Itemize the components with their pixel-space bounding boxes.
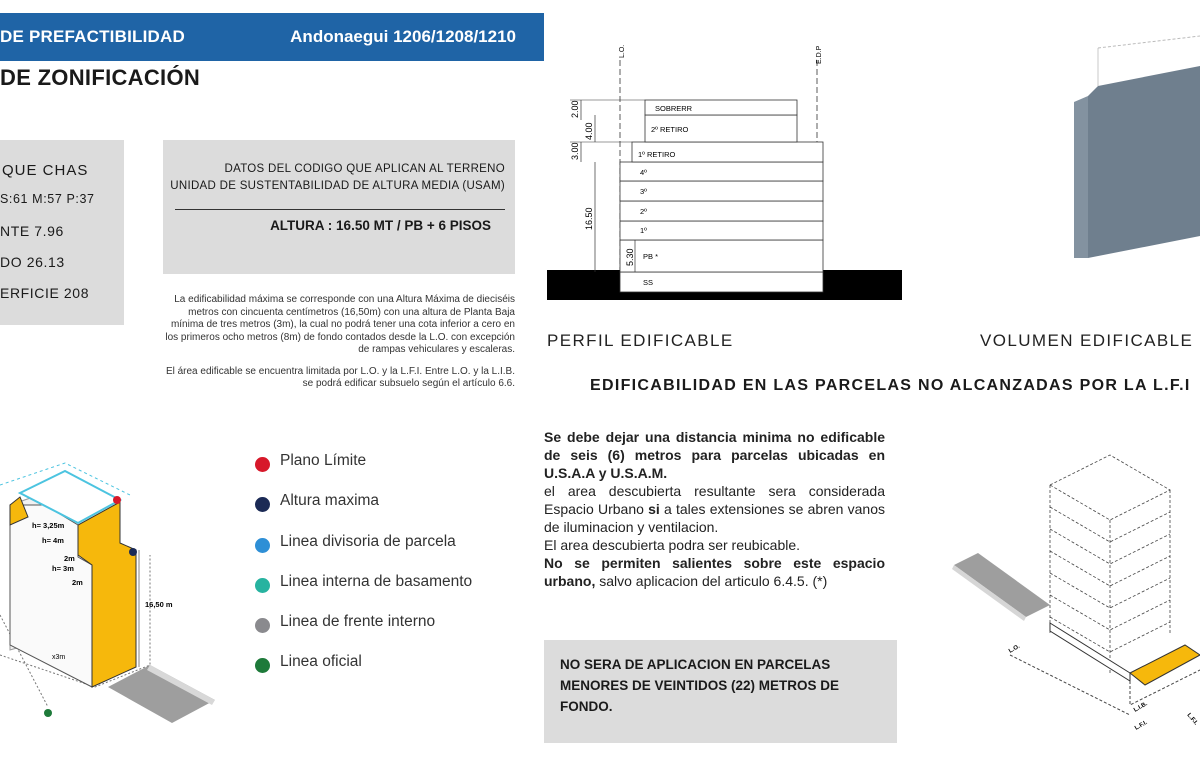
volumen-caption: VOLUMEN EDIFICABLE — [980, 331, 1194, 350]
dim-label: 16.50 — [584, 207, 594, 230]
note-text: NO SERA DE APLICACION EN PARCELAS MENORES DE VEINTIDOS (22) METROS DE FONDO. — [560, 657, 840, 714]
code-line-1: DATOS DEL CODIGO QUE APLICAN AL TERRENO — [224, 163, 505, 175]
legend-label: Linea de frente interno — [280, 613, 436, 630]
rule-text-2: El area descubierta podra ser reubicable. — [544, 537, 801, 553]
divider — [175, 209, 505, 210]
perfil-caption: PERFIL EDIFICABLE — [547, 331, 734, 350]
floor-label: 2º RETIRO — [651, 125, 689, 134]
linea-oficial-marker — [44, 709, 52, 717]
floor-label: 2º — [640, 207, 647, 216]
parcel-line: ERFICIE 208 — [0, 285, 90, 301]
dim-label: 5.30 — [625, 248, 635, 266]
rule-text-a: el area descubierta resultante sera considerada Espacio Urbano — [544, 483, 885, 517]
perfil-edificable-diagram — [545, 40, 915, 310]
volumen-edificable-diagram — [1060, 30, 1200, 270]
floor-3 — [620, 181, 823, 201]
lib-label: L.I.B. — [1133, 701, 1149, 714]
rule-bold-2: No se permiten salientes sobre este espacio urbano, — [544, 555, 885, 589]
parcel-isometric-diagram — [950, 445, 1200, 745]
lo-label: L.O. — [619, 44, 626, 58]
label: x3m — [52, 654, 66, 661]
parcel-line: S:61 M:57 P:37 — [0, 192, 95, 206]
legend-label: Linea oficial — [280, 653, 362, 670]
plano-limite-marker — [113, 496, 121, 504]
volume-side — [1074, 96, 1088, 258]
floor-1 — [620, 221, 823, 240]
rule-paragraph — [544, 482, 885, 536]
dim-label: 4.00 — [584, 122, 594, 140]
outline — [1098, 36, 1200, 48]
lfi-label: L.F.I. — [1134, 719, 1149, 732]
legend-label: Linea interna de basamento — [280, 573, 473, 590]
altura-maxima-marker — [129, 548, 137, 556]
lfi-label: L.F.I. — [1185, 712, 1199, 727]
floor-label: SS — [643, 278, 654, 287]
note-box — [544, 640, 897, 743]
code-data-box — [163, 140, 515, 274]
paragraph: La edificabilidad máxima se corresponde con una Altura Máxima de dieciséis metros con cincuenta centímetros (16,50m) con una altura de Planta Baja mínima de tres metros (3m), la cual no podrá tener una cota inferior a cero en los primeros ocho metros (8m) de fondo contados desde la L.O. con excepción de rampas vehiculares y escaleras. — [165, 294, 515, 355]
label: 2m — [64, 554, 75, 563]
section-title: EDIFICABILIDAD EN LAS PARCELAS NO ALCANZADAS POR LA L.F.I — [590, 377, 1191, 394]
legend-label: Plano Límite — [280, 452, 367, 469]
rule-text — [544, 428, 885, 590]
floor-4 — [620, 162, 823, 181]
green-dot-icon — [255, 658, 270, 673]
floor-label: 4º — [640, 168, 647, 177]
isometric-envelope-diagram — [0, 455, 240, 725]
label: 2m — [72, 578, 83, 587]
regulation-text — [160, 294, 515, 400]
parcel-line: DO 26.13 — [0, 254, 65, 270]
navy-dot-icon — [255, 497, 270, 512]
legend-label: Altura maxima — [280, 492, 380, 509]
lo-label: L.O. — [1008, 643, 1022, 655]
parcel-line: QUE CHAS — [2, 162, 89, 179]
header-address: Andonaegui 1206/1208/1210 — [290, 27, 516, 46]
header-title: DE PREFACTIBILIDAD — [0, 27, 185, 46]
blue-dot-icon — [255, 538, 270, 553]
rule-text-b: a tales extensiones se abren vanos de iluminacion y ventilacion. — [544, 501, 885, 535]
edp-label: E.D.P — [816, 45, 823, 64]
parcel-line: NTE 7.96 — [0, 223, 64, 239]
floor-label: SOBRERR — [655, 104, 693, 113]
parcel-data-box — [0, 140, 124, 325]
label: h= 4m — [42, 536, 64, 545]
rule-bold-si: si — [648, 501, 660, 517]
label: 16,50 m — [145, 600, 173, 609]
label: h= 3m — [52, 564, 74, 573]
floor-label: 3º — [640, 187, 647, 196]
paragraph: El área edificable se encuentra limitada por L.O. y la L.F.I. Entre L.O. y la L.I.B. se podrá edificar subsuelo según el artículo 6.6. — [165, 365, 515, 389]
rule-text-3: salvo aplicacion del articulo 6.4.5. (*) — [595, 573, 828, 589]
floor-label: 1º — [640, 226, 647, 235]
altura-value: ALTURA : 16.50 MT / PB + 6 PISOS — [270, 218, 491, 233]
gray-dot-icon — [255, 618, 270, 633]
floor-label: 1º RETIRO — [638, 150, 676, 159]
sidewalk — [954, 553, 1050, 617]
header-band — [0, 13, 544, 61]
dim-label: 3.00 — [570, 142, 580, 160]
code-line-2: UNIDAD DE SUSTENTABILIDAD DE ALTURA MEDIA (USAM) — [170, 180, 505, 192]
rule-bold-1: Se debe dejar una distancia minima no edificable de seis (6) metros para parcelas ubicadas en U.S.A.A y U.S.A.M. — [544, 429, 885, 481]
rule-paragraph — [544, 554, 885, 590]
teal-dot-icon — [255, 578, 270, 593]
dim-label: 2.00 — [570, 100, 580, 118]
zonificacion-title: DE ZONIFICACIÓN — [0, 65, 201, 90]
legend-label: Linea divisoria de parcela — [280, 533, 456, 550]
floor-2 — [620, 201, 823, 221]
red-dot-icon — [255, 457, 270, 472]
volume-face — [1088, 66, 1200, 258]
open-area — [1130, 645, 1200, 685]
floor-label: PB * — [643, 252, 659, 261]
base-front — [1050, 623, 1130, 681]
label: h= 3,25m — [32, 521, 65, 530]
